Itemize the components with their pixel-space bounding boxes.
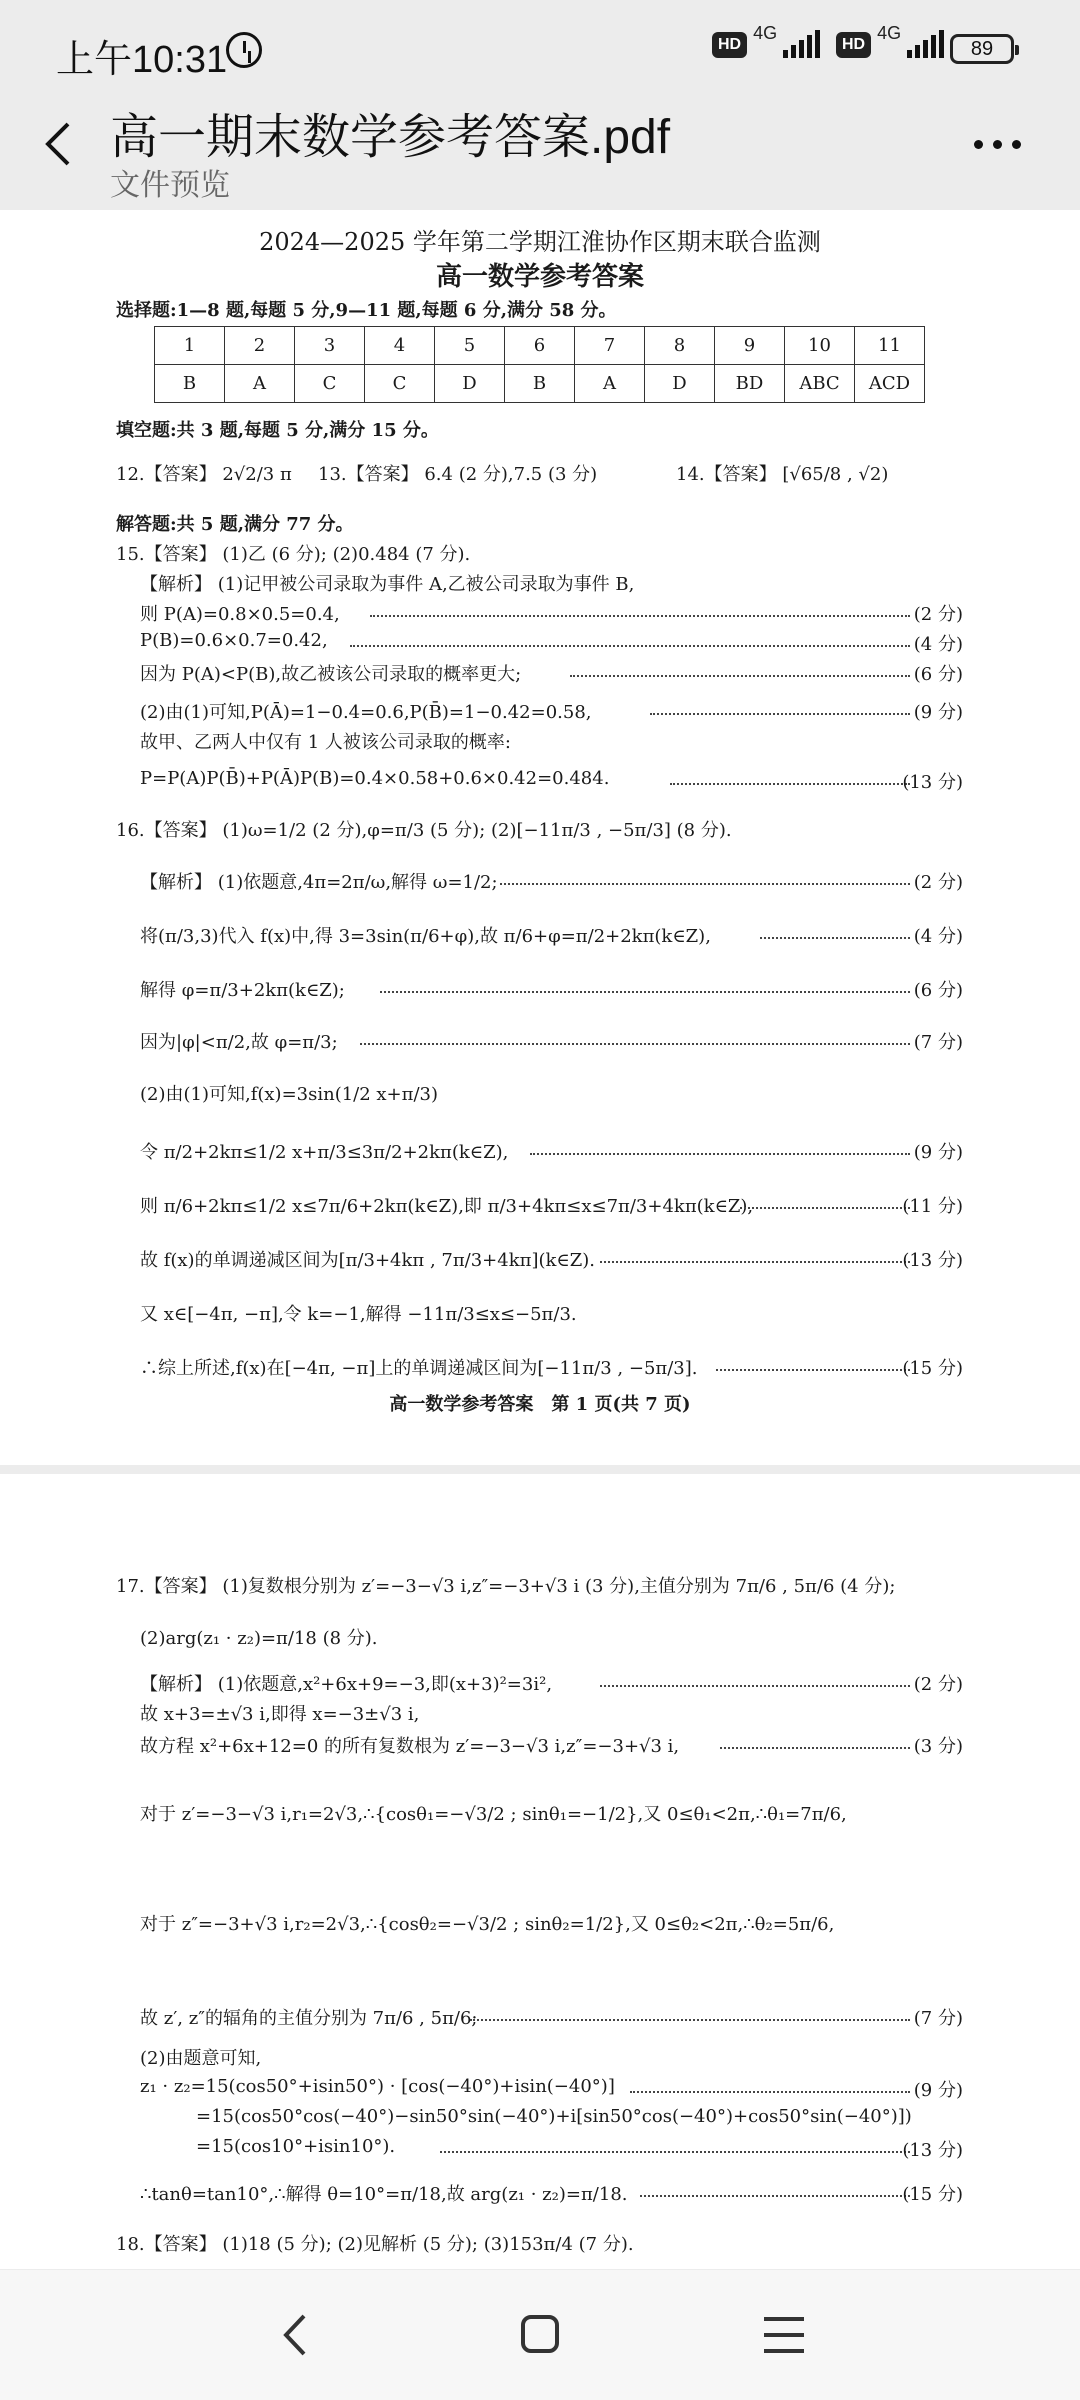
text-line: =15(cos50°cos(−40°)−sin50°sin(−40°)+i[sin50°cos(−40°)+cos50°sin(−40°)]) (196, 2106, 912, 2127)
table-cell: A (575, 365, 645, 403)
score-label: (9 分) (913, 1142, 963, 1163)
leader-dots (640, 2195, 910, 2197)
score-label: (2 分) (913, 872, 963, 893)
menu-icon (754, 2310, 814, 2360)
table-cell: 8 (645, 327, 715, 365)
doc-heading: 2024—2025 学年第二学期江淮协作区期末联合监测 (259, 228, 821, 256)
text-line: 解得 φ=π/3+2kπ(k∈Z); (140, 980, 345, 1001)
more-dot (974, 140, 983, 149)
table-cell: BD (715, 365, 785, 403)
score-label: (13 分) (902, 772, 963, 793)
chevron-left-icon (30, 114, 90, 174)
text-line: 对于 z′=−3−√3 i,r₁=2√3,∴{cosθ₁=−√3/2 ; sinθ₁=−1/2},又 0≤θ₁<2π,∴θ₁=7π/6, (140, 1804, 847, 1825)
score-label: (15 分) (902, 1358, 963, 1379)
table-cell: 1 (155, 327, 225, 365)
score-label: (2 分) (913, 1674, 963, 1695)
nav-back-button[interactable] (266, 2310, 326, 2360)
more-dot (993, 140, 1002, 149)
solve-intro: 解答题:共 5 题,满分 77 分。 (116, 514, 354, 535)
text-line: 故 z′, z″的辐角的主值分别为 7π/6 , 5π/6; (140, 2008, 478, 2029)
text-line: 故 f(x)的单调递减区间为[π/3+4kπ , 7π/3+4kπ](k∈Z). (140, 1250, 595, 1271)
text-line: 令 π/2+2kπ≤1/2 x+π/3≤3π/2+2kπ(k∈Z), (140, 1142, 509, 1163)
score-label: (4 分) (913, 634, 963, 655)
signal-group-2 (836, 23, 944, 58)
leader-dots (600, 1261, 910, 1263)
hd-badge: HD (836, 32, 871, 58)
system-nav-bar (0, 2270, 1080, 2400)
leader-dots (740, 1207, 910, 1209)
text-line: 16.【答案】 (1)ω=1/2 (2 分),φ=π/3 (5 分); (2)[−11π/3 , −5π/3] (8 分). (116, 820, 732, 841)
hd-badge: HD (712, 32, 747, 58)
table-cell: 4 (365, 327, 435, 365)
table-cell: C (295, 365, 365, 403)
text-line: 对于 z″=−3+√3 i,r₂=2√3,∴{cosθ₂=−√3/2 ; sinθ₂=1/2},又 0≤θ₂<2π,∴θ₂=5π/6, (140, 1914, 835, 1935)
table-cell: B (505, 365, 575, 403)
leader-dots (370, 615, 910, 617)
alarm-icon (226, 32, 262, 68)
text-line: (2)由(1)可知,P(Ā)=1−0.4=0.6,P(B̄)=1−0.42=0.58, (140, 702, 592, 723)
leader-dots (440, 2151, 910, 2153)
score-label: (7 分) (913, 2008, 963, 2029)
page-footer: 高一数学参考答案 第 1 页(共 7 页) (389, 1394, 691, 1415)
leader-dots (570, 675, 910, 677)
score-label: (6 分) (913, 664, 963, 685)
table-cell: 2 (225, 327, 295, 365)
file-title: 高一期末数学参考答案.pdf (110, 111, 671, 164)
text-line: (2)由题意可知, (140, 2048, 262, 2069)
app-header (0, 98, 1080, 208)
table-cell: 7 (575, 327, 645, 365)
score-label: (13 分) (902, 1250, 963, 1271)
pdf-page-1[interactable] (0, 210, 1080, 1465)
table-cell: 11 (855, 327, 925, 365)
table-cell: B (155, 365, 225, 403)
network-label: 4G (877, 23, 902, 43)
answer-q14: 14.【答案】 [√65/8 , √2) (676, 464, 889, 485)
back-button[interactable] (30, 114, 90, 174)
pdf-page-2[interactable] (0, 1474, 1080, 2269)
text-line: 15.【答案】 (1)乙 (6 分); (2)0.484 (7 分). (116, 544, 471, 565)
nav-menu-button[interactable] (754, 2310, 814, 2360)
leader-dots (600, 1685, 910, 1687)
table-cell: 10 (785, 327, 855, 365)
table-cell: ABC (785, 365, 855, 403)
text-line: 将(π/3,3)代入 f(x)中,得 3=3sin(π/6+φ),故 π/6+φ=π/2+2kπ(k∈Z), (140, 926, 711, 947)
nav-home-button[interactable] (510, 2310, 570, 2360)
answer-q13: 13.【答案】 6.4 (2 分),7.5 (3 分) (318, 464, 598, 485)
text-line: P=P(A)P(B̄)+P(Ā)P(B)=0.4×0.58+0.6×0.42=0.484. (140, 768, 610, 789)
text-line: P(B)=0.6×0.7=0.42, (140, 630, 328, 651)
leader-dots (500, 883, 910, 885)
text-line: 故甲、乙两人中仅有 1 人被该公司录取的概率: (140, 732, 511, 753)
leader-dots (760, 937, 910, 939)
text-line: (2)arg(z₁ · z₂)=π/18 (8 分). (140, 1628, 378, 1649)
text-line: =15(cos10°+isin10°). (196, 2136, 396, 2157)
doc-subheading: 高一数学参考答案 (435, 262, 644, 292)
text-line: 故方程 x²+6x+12=0 的所有复数根为 z′=−3−√3 i,z″=−3+√3 i, (140, 1736, 680, 1757)
text-line: z₁ · z₂=15(cos50°+isin50°) · [cos(−40°)+isin(−40°)] (140, 2076, 615, 2097)
score-label: (9 分) (913, 2080, 963, 2101)
score-label: (2 分) (913, 604, 963, 625)
leader-dots (350, 645, 910, 647)
table-row (155, 327, 925, 365)
mc-intro: 选择题:1—8 题,每题 5 分,9—11 题,每题 6 分,满分 58 分。 (116, 300, 617, 321)
leader-dots (470, 2019, 910, 2021)
text-line: ∴tanθ=tan10°,∴解得 θ=10°=π/18,故 arg(z₁ · z₂)=π/18. (140, 2184, 628, 2205)
signal-group-1 (712, 23, 820, 58)
leader-dots (650, 713, 910, 715)
leader-dots (630, 2091, 910, 2093)
table-cell: 3 (295, 327, 365, 365)
table-cell: A (225, 365, 295, 403)
table-cell: 5 (435, 327, 505, 365)
text-line: 故 x+3=±√3 i,即得 x=−3±√3 i, (140, 1704, 420, 1725)
text-line: 17.【答案】 (1)复数根分别为 z′=−3−√3 i,z″=−3+√3 i (3 分),主值分别为 7π/6 , 5π/6 (4 分); (116, 1576, 896, 1597)
file-subtitle: 文件预览 (110, 169, 230, 202)
table-cell: 6 (505, 327, 575, 365)
leader-dots (360, 1043, 910, 1045)
score-label: (4 分) (913, 926, 963, 947)
text-line: 因为 P(A)<P(B),故乙被该公司录取的概率更大; (140, 664, 522, 685)
leader-dots (670, 783, 910, 785)
back-icon (266, 2310, 326, 2360)
text-line: 因为|φ|<π/2,故 φ=π/3; (140, 1032, 338, 1053)
text-line: (2)由(1)可知,f(x)=3sin(1/2 x+π/3) (140, 1084, 439, 1105)
answer-q12: 12.【答案】 2√2/3 π (116, 464, 292, 485)
network-label: 4G (753, 23, 778, 43)
score-label: (7 分) (913, 1032, 963, 1053)
leader-dots (530, 1153, 910, 1155)
score-label: (9 分) (913, 702, 963, 723)
text-line: ∴综上所述,f(x)在[−4π, −π]上的单调递减区间为[−11π/3 , −5π/3]. (140, 1358, 698, 1379)
status-bar (0, 0, 1080, 98)
table-cell: ACD (855, 365, 925, 403)
signal-icon (783, 30, 820, 58)
text-line: 18.【答案】 (1)18 (5 分); (2)见解析 (5 分); (3)153π/4 (7 分). (116, 2234, 634, 2255)
text-line: 【解析】 (1)依题意,4π=2π/ω,解得 ω=1/2; (140, 872, 498, 893)
score-label: (6 分) (913, 980, 963, 1001)
battery-icon: 89 (950, 34, 1014, 64)
more-options-button[interactable] (974, 134, 1034, 154)
signal-icon (907, 30, 944, 58)
answer-table (154, 326, 925, 403)
table-cell: C (365, 365, 435, 403)
home-icon (510, 2310, 570, 2360)
score-label: (15 分) (902, 2184, 963, 2205)
score-label: (13 分) (902, 2140, 963, 2161)
table-cell: D (435, 365, 505, 403)
table-cell: 9 (715, 327, 785, 365)
text-line: 则 π/6+2kπ≤1/2 x≤7π/6+2kπ(k∈Z),即 π/3+4kπ≤x≤7π/3+4kπ(k∈Z), (140, 1196, 754, 1217)
table-row (155, 365, 925, 403)
leader-dots (720, 1747, 910, 1749)
leader-dots (716, 1369, 910, 1371)
score-label: (11 分) (902, 1196, 963, 1217)
fill-intro: 填空题:共 3 题,每题 5 分,满分 15 分。 (116, 420, 439, 441)
score-label: (3 分) (913, 1736, 963, 1757)
text-line: 则 P(A)=0.8×0.5=0.4, (140, 604, 340, 625)
table-cell: D (645, 365, 715, 403)
text-line: 【解析】 (1)依题意,x²+6x+9=−3,即(x+3)²=3i², (140, 1674, 553, 1695)
more-dot (1012, 140, 1021, 149)
leader-dots (380, 991, 910, 993)
text-line: 【解析】 (1)记甲被公司录取为事件 A,乙被公司录取为事件 B, (140, 574, 635, 595)
text-line: 又 x∈[−4π, −π],令 k=−1,解得 −11π/3≤x≤−5π/3. (140, 1304, 577, 1325)
status-time: 上午10:31 (56, 39, 228, 81)
